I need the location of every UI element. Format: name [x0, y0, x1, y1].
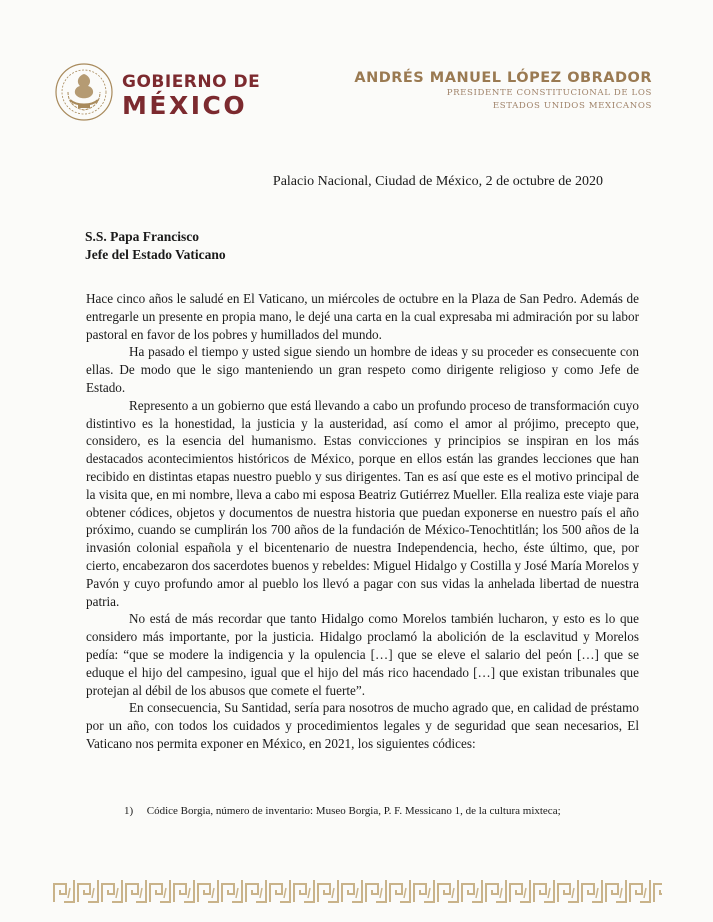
list-item-number: 1) — [124, 805, 134, 817]
mexican-coat-of-arms-seal-icon — [54, 62, 114, 122]
letter-body — [86, 290, 639, 753]
codex-list — [124, 805, 561, 817]
president-title-line2: ESTADOS UNIDOS MEXICANOS — [492, 101, 652, 111]
dateline: Palacio Nacional, Ciudad de México, 2 de octubre de 2020 — [272, 174, 603, 189]
paragraph: En consecuencia, Su Santidad, sería para nosotros de mucho agrado que, en calidad de préstamo por un año, con todos los cuidados y procedimientos legales y de seguridad que sean necesarios, El Vaticano nos permita exponer en México, en 2021, los siguientes códices: — [86, 700, 639, 751]
aztec-greca-border-icon — [52, 876, 662, 906]
government-logo-text — [122, 72, 260, 120]
paragraph: Ha pasado el tiempo y usted sigue siendo un hombre de ideas y su proceder es consecuente con ellas. De modo que le sigo manteniendo un gran respeto como dirigente religioso y como Jefe de Estado. — [86, 344, 639, 395]
paragraph: No está de más recordar que tanto Hidalgo como Morelos también lucharon, y esto es lo que considero más importante, por la justicia. Hidalgo proclamó la abolición de la esclavitud y Morelos pedía: “que se modere la indigencia y la opulencia […] que se eleve el salario del peón […] que se eduque el hijo del campesino, igual que el hijo del más rico hacendado […] que existan tribunales que protejan al débil de los abusos que comete el fuerte”. — [86, 611, 639, 698]
president-title-line1: PRESIDENTE CONSTITUCIONAL DE LOS — [446, 88, 652, 98]
recipient-block — [85, 228, 226, 264]
government-line1: GOBIERNO DE — [122, 72, 261, 92]
recipient-line1: S.S. Papa Francisco — [85, 229, 200, 244]
list-item-text: Códice Borgia, número de inventario: Museo Borgia, P. F. Messicano 1, de la cultura mixteca; — [146, 805, 561, 817]
paragraph: Hace cinco años le saludé en El Vaticano, un miércoles de octubre en la Plaza de San Pedro. Además de entregarle un presente en propia mano, le dejé una carta en la cual expresaba mi admiración por su labor pastoral en favor de los pobres y humillados del mundo. — [86, 291, 639, 342]
recipient-line2: Jefe del Estado Vaticano — [85, 247, 226, 262]
list-item — [124, 805, 561, 817]
president-letterhead — [354, 70, 652, 112]
government-line2: MÉXICO — [122, 91, 248, 120]
paragraph: Represento a un gobierno que está llevando a cabo un profundo proceso de transformación cuyo distintivo es la honestidad, la justicia y la austeridad, así como el amor al prójimo, precepto que, considero, es la esencia del humanismo. Estas convicciones y principios se inspiran en los más destacados acontecimientos históricos de México, porque en ellos están las grandes lecciones que han recibido en distintas etapas nuestro pueblo y sus dirigentes. Tan es así que este es el motivo principal de la visita que, en mi nombre, lleva a cabo mi esposa Beatriz Gutiérrez Mueller. Ella realiza este viaje para obtener códices, objetos y documentos de nuestra historia que puedan exponerse en nuestro país el año próximo, cuando se cumplirán los 700 años de la fundación de México-Tenochtitlán; los 500 años de la invasión colonial española y el bicentenario de nuestra Independencia, hecho, éste último, que, por cierto, encabezaron dos sacerdotes buenos y rebeldes: Miguel Hidalgo y Costilla y José María Morelos y Pavón y cuyo profundo amor al pueblo los llevó a pagar con sus vidas la anhelada libertad de nuestra patria. — [86, 397, 639, 609]
president-name: ANDRÉS MANUEL LÓPEZ OBRADOR — [354, 70, 652, 86]
